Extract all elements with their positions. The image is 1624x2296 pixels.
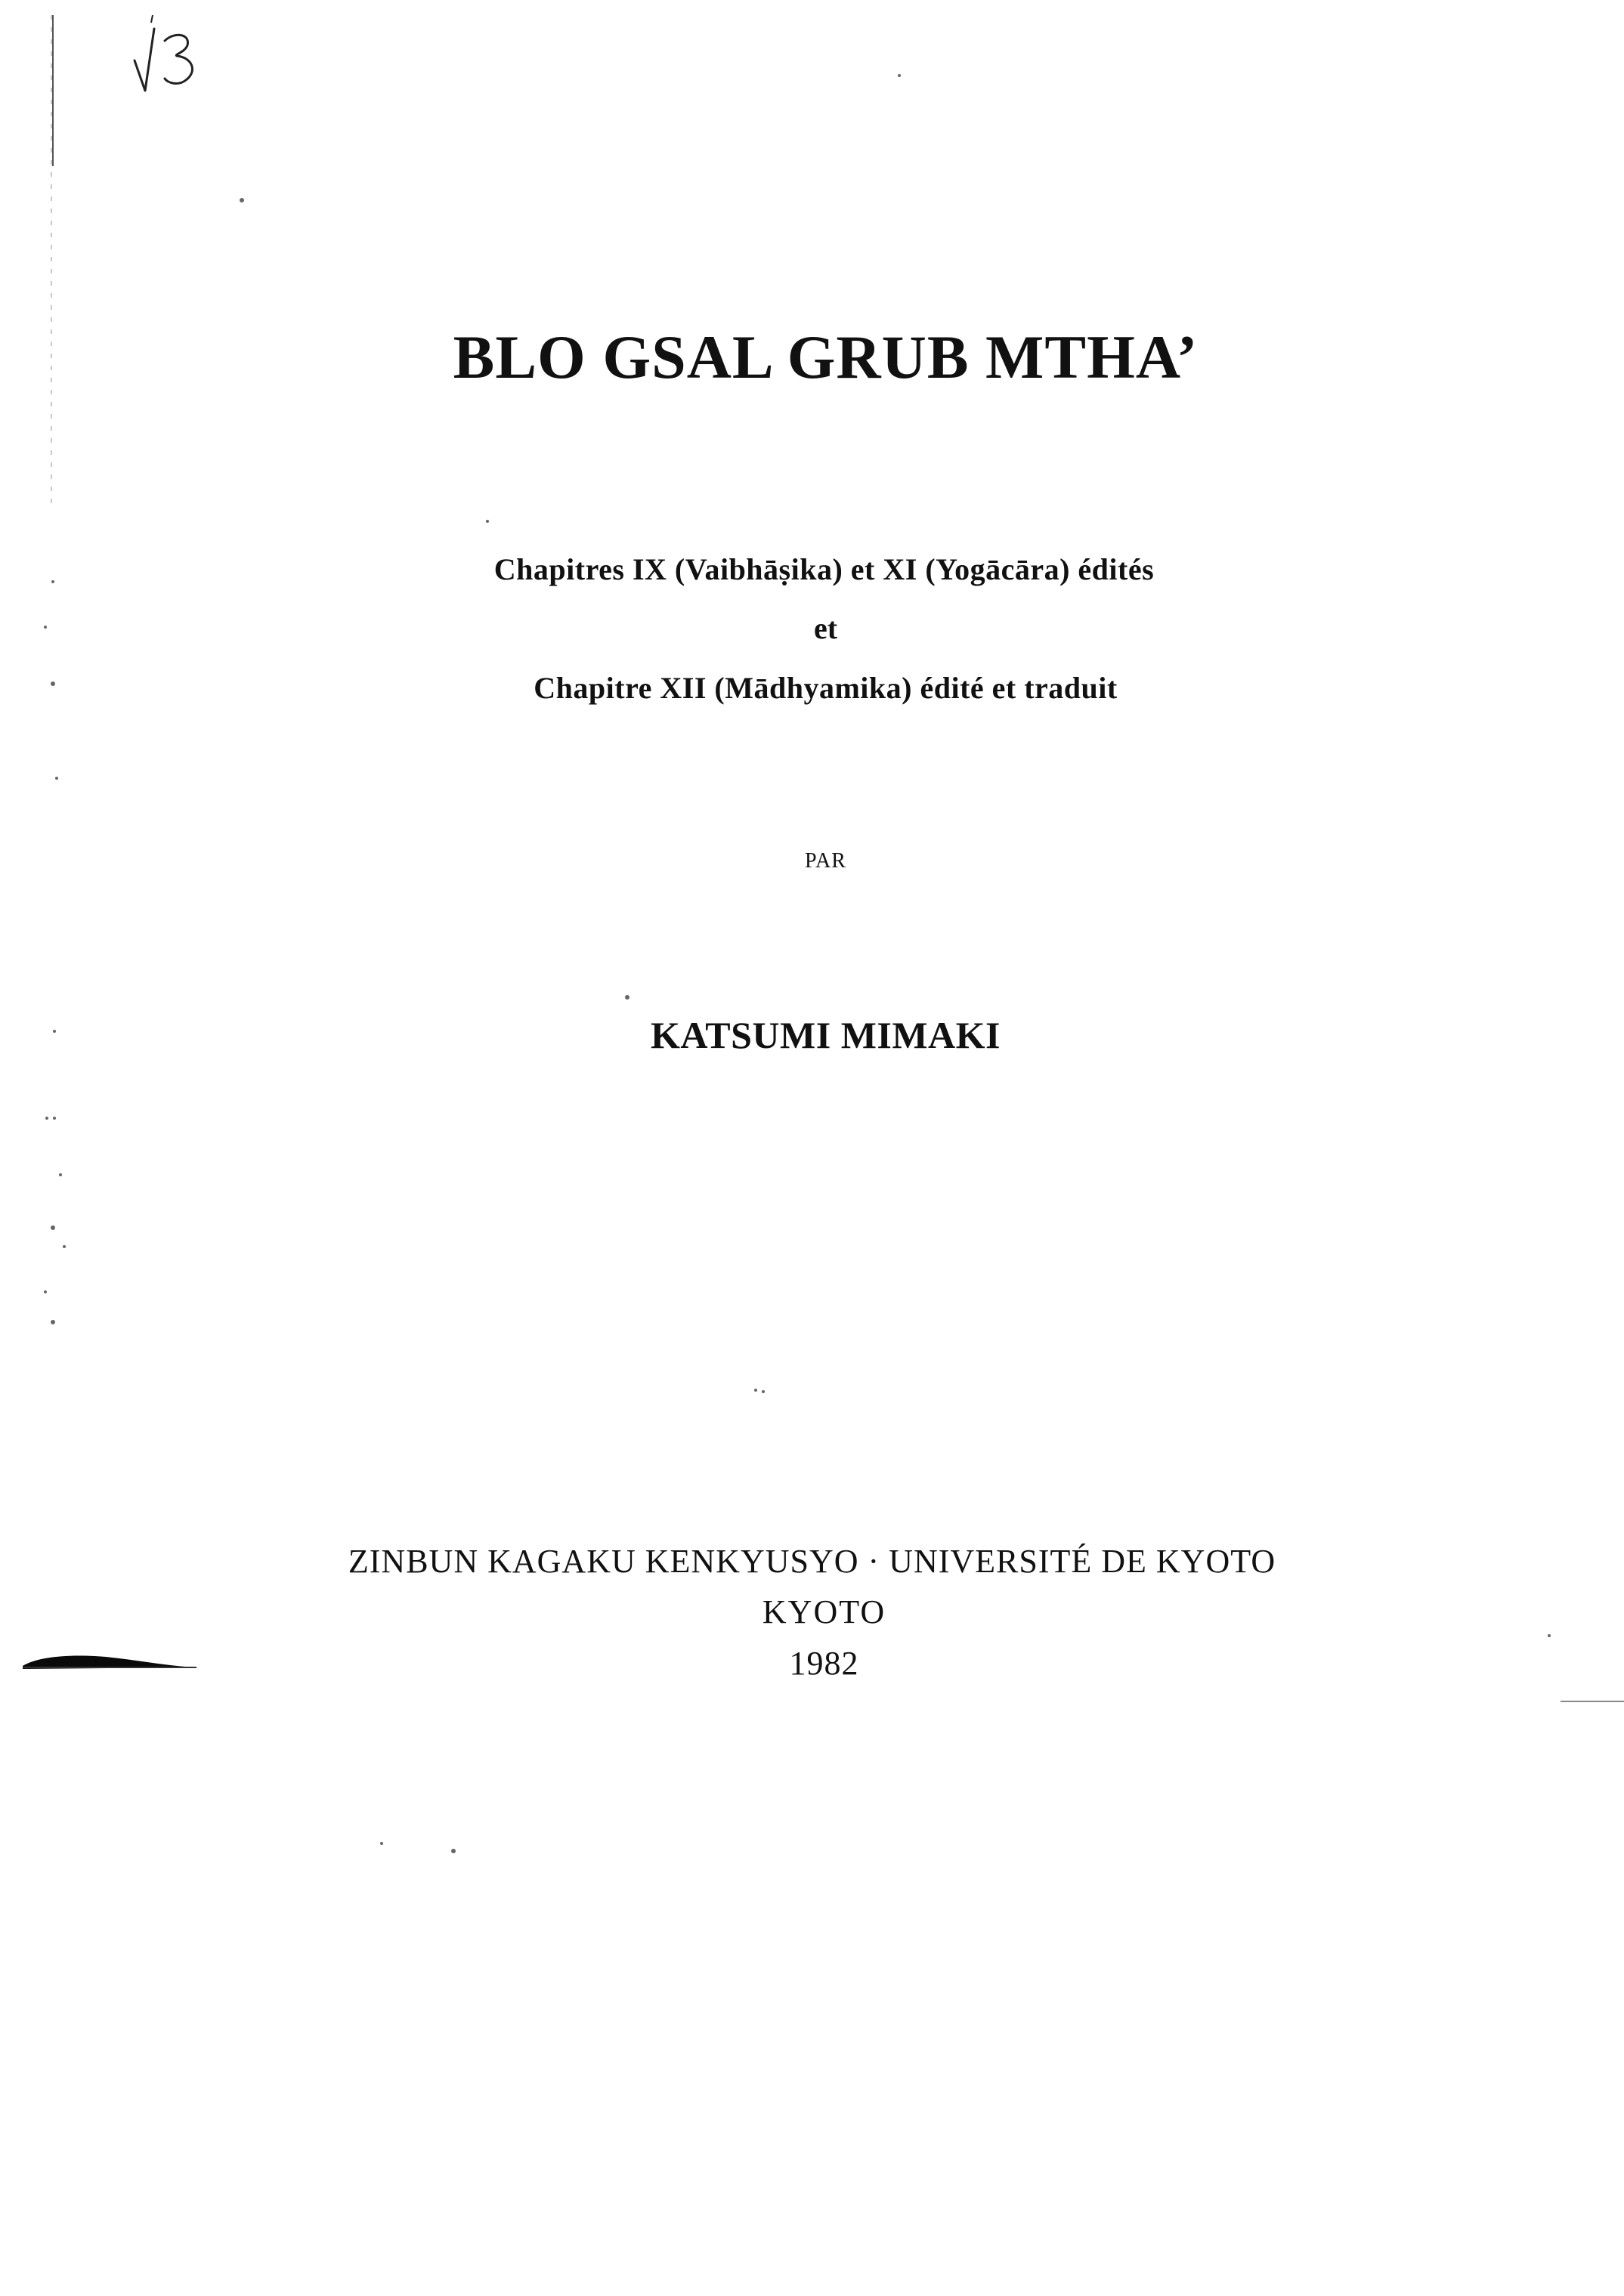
scan-margin-edge	[48, 15, 56, 506]
author-name: KATSUMI MIMAKI	[650, 1014, 1001, 1056]
by-label: PAR	[805, 849, 846, 873]
publication-year: 1982	[789, 1645, 859, 1682]
book-title: BLO GSAL GRUB MTHA’	[453, 323, 1199, 391]
publisher-institution: ZINBUN KAGAKU KENKYUSYO · UNIVERSITÉ DE KYOTO	[348, 1543, 1276, 1580]
subtitle-line-2: et	[813, 611, 838, 645]
publisher-city: KYOTO	[762, 1593, 886, 1630]
subtitle-line-1: Chapitres IX (Vaibhāṣika) et XI (Yogācāra) édités	[493, 552, 1155, 586]
scan-edge-line	[1561, 1700, 1624, 1703]
handwritten-note	[128, 15, 219, 98]
subtitle-line-3: Chapitre XII (Mādhyamika) édité et traduit	[534, 671, 1118, 705]
